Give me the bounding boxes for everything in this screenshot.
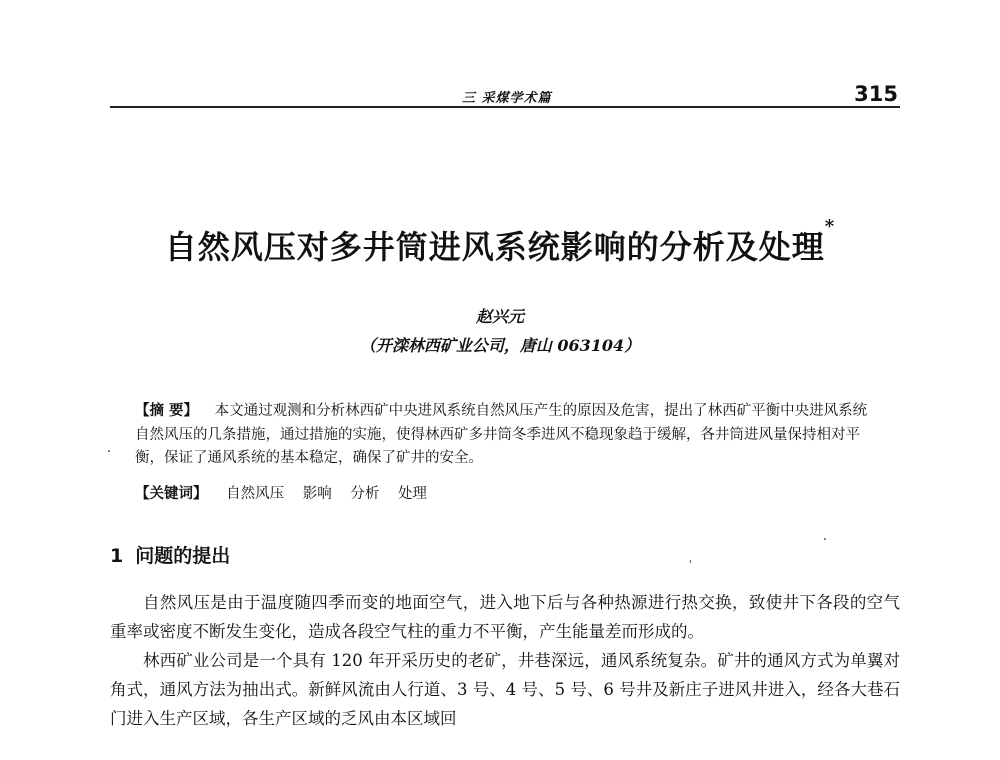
abstract-text: 本文通过观测和分析林西矿中央进风系统自然风压产生的原因及危害，提出了林西矿平衡中央进风系统自然风压的几条措施，通过措施的实施，使得林西矿多井筒冬季进风不稳现象趋于缓解，各井筒进风量保持相对平衡，保证了通风系统的基本稳定，确保了矿井的安全。	[135, 403, 868, 466]
title-footnote-mark: *	[824, 216, 836, 237]
scan-speck	[824, 538, 826, 540]
body-paragraph: 林西矿业公司是一个具有 120 年开采历史的老矿，井巷深远，通风系统复杂。矿井的通风方式为单翼对角式，通风方法为抽出式。新鲜风流由人行道、3 号、4 号、5 号、6 号井及新庄子进风井进入，经各大巷石门进入生产区域，各生产区域的乏风由本区域回	[110, 651, 900, 728]
keyword-item: 处理	[397, 486, 427, 502]
keyword-item: 分析	[350, 486, 380, 502]
page-header	[110, 82, 900, 106]
running-header-section: 三 采煤学术篇	[462, 91, 552, 106]
section-number: 1	[110, 545, 124, 567]
keywords	[135, 483, 880, 507]
keywords-label: 【关键词】	[135, 486, 208, 502]
body-paragraph: 自然风压是由于温度随四季而变的地面空气，进入地下后与各种热源进行热交换，致使井下各段的空气重率或密度不断发生变化，造成各段空气柱的重力不平衡，产生能量差而形成的。	[110, 593, 900, 641]
scan-speck	[690, 560, 691, 563]
author-affiliation: （开滦林西矿业公司，唐山 063104）	[359, 336, 641, 355]
author-name: 赵兴元	[475, 307, 524, 326]
keyword-item: 自然风压	[226, 486, 285, 502]
abstract-label: 【摘 要】	[135, 403, 199, 419]
abstract	[135, 400, 880, 471]
paper-title	[0, 216, 1000, 268]
section-body	[110, 588, 900, 733]
page-number: 315	[854, 82, 898, 106]
header-rule	[110, 106, 900, 108]
keyword-item: 影响	[302, 486, 332, 502]
scan-speck	[108, 450, 110, 452]
title-text: 自然风压对多井筒进风系统影响的分析及处理	[164, 228, 825, 266]
section-heading	[110, 541, 230, 568]
section-title: 问题的提出	[135, 545, 231, 567]
